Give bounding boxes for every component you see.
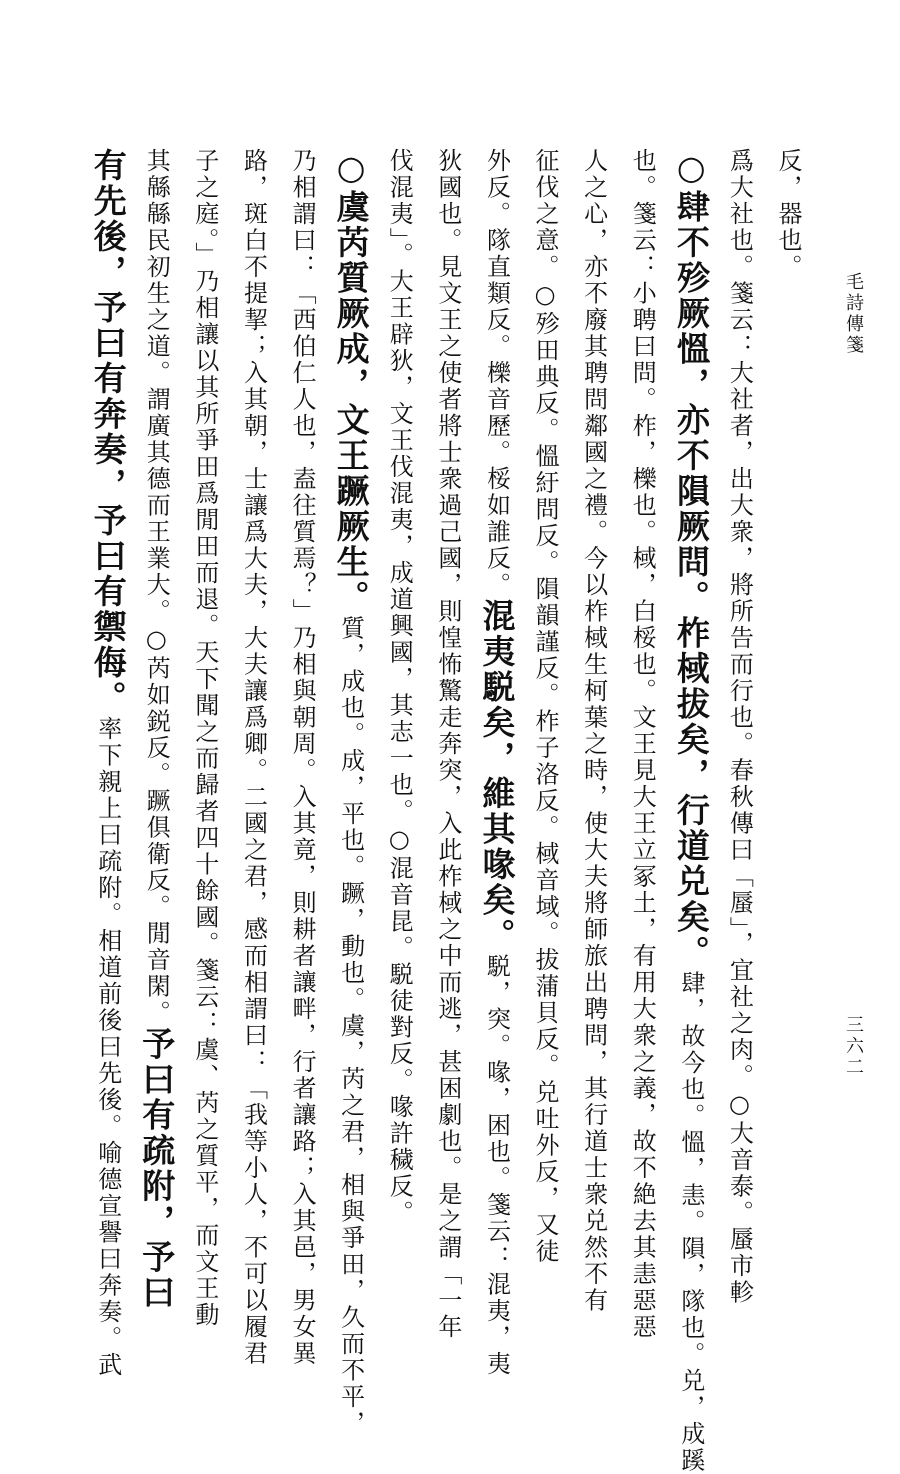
text-column: [715, 148, 764, 1338]
commentary-text: 子之庭。」乃相讓以其所爭田爲閒田而退。天下聞之而歸者四十餘國。箋云：虞、芮之質平，而文王動: [191, 148, 219, 1329]
text-column: [569, 148, 618, 1338]
text-column: [763, 148, 812, 1338]
text-column: [666, 148, 715, 1338]
commentary-text: 外反。隊直類反。櫟音歷。桵如誰反。: [482, 148, 510, 599]
page-number: 三六二: [836, 1015, 866, 1078]
commentary-text: 伐混夷」。大王辟狄，文王伐混夷，成道興國，其志一也。○混音昆。駾徒對反。喙許穢反。: [385, 148, 413, 1227]
text-column: [472, 148, 521, 1338]
commentary-text-block: [132, 148, 812, 1338]
text-column: [423, 148, 472, 1338]
commentary-text: 乃相謂曰：「西伯仁人也，盍往質焉？」乃相與朝周。入其竟，則耕者讓畔，行者讓路；入其邑，男女異: [288, 148, 316, 1367]
classic-verse-text: 有先後，予曰有奔奏，予曰有禦侮。: [89, 148, 128, 716]
classic-verse-text: 混夷駾矣，維其喙矣。: [477, 599, 516, 954]
header-title: 毛詩傳箋: [836, 272, 866, 356]
commentary-text: 質，成也。成，平也。蹶，動也。虞，芮之君，相與爭田，久而不平，: [337, 616, 365, 1438]
commentary-text: 率下親上曰疏附。相道前後曰先後。喻德宣譽曰奔奏。武: [94, 716, 122, 1379]
text-column: [277, 148, 326, 1338]
classic-verse-text: 柞棫拔矣，行道兑矣。: [672, 616, 711, 971]
classic-verse-text: ○虞芮質厥成，文王蹶厥生。: [332, 148, 371, 616]
classic-verse-text: 予曰有疏附，予曰: [137, 1027, 176, 1311]
commentary-text: 征伐之意。○殄田典反。慍紆問反。隕韻謹反。柞子洛反。棫音域。拔蒲貝反。兑吐外反，又徒: [531, 148, 559, 1265]
commentary-text: 肆，故今也。慍，恚。隕，隊也。兑，成蹊: [677, 971, 705, 1474]
text-column: [326, 148, 375, 1338]
commentary-text: 也。箋云：小聘曰問。柞，櫟也。棫，白桵也。文王見大王立冢土，有用大衆之義，故不絶去其恚惡惡: [628, 148, 656, 1341]
commentary-text: 反，器也。: [774, 148, 802, 281]
commentary-text: 人之心，亦不廢其聘問鄰國之禮。今以柞棫生柯葉之時，使大夫將師旅出聘問，其行道士衆兑然不有: [580, 148, 608, 1314]
text-column: [375, 148, 424, 1338]
text-column: [83, 148, 132, 1338]
text-column: [229, 148, 278, 1338]
text-column: [618, 148, 667, 1338]
commentary-text: 狄國也。見文王之使者將士衆過己國，則惶怖驚走奔突，入此柞棫之中而逃，甚困劇也。是之謂「一年: [434, 148, 462, 1341]
commentary-text: 駾，突。喙，困也。箋云：混夷，夷: [482, 954, 510, 1378]
text-column: [180, 148, 229, 1338]
commentary-text: 爲大社也。箋云：大社者，出大衆，將所告而行也。春秋傳曰「蜃」，宜社之肉。○大音泰。蜃市軫: [725, 148, 753, 1306]
classic-verse-text: ○肆不殄厥慍，亦不隕厥問。: [672, 148, 711, 616]
commentary-text: 路，斑白不提挈；入其朝，士讓爲大夫，大夫讓爲卿。二國之君，感而相謂曰：「我等小人，不可以履君: [239, 148, 267, 1367]
text-column: [132, 148, 181, 1338]
commentary-text: 其緜緜民初生之道。謂廣其德而王業大。○芮如鋭反。蹶俱衛反。閒音閑。: [142, 148, 170, 1027]
text-column: [520, 148, 569, 1338]
